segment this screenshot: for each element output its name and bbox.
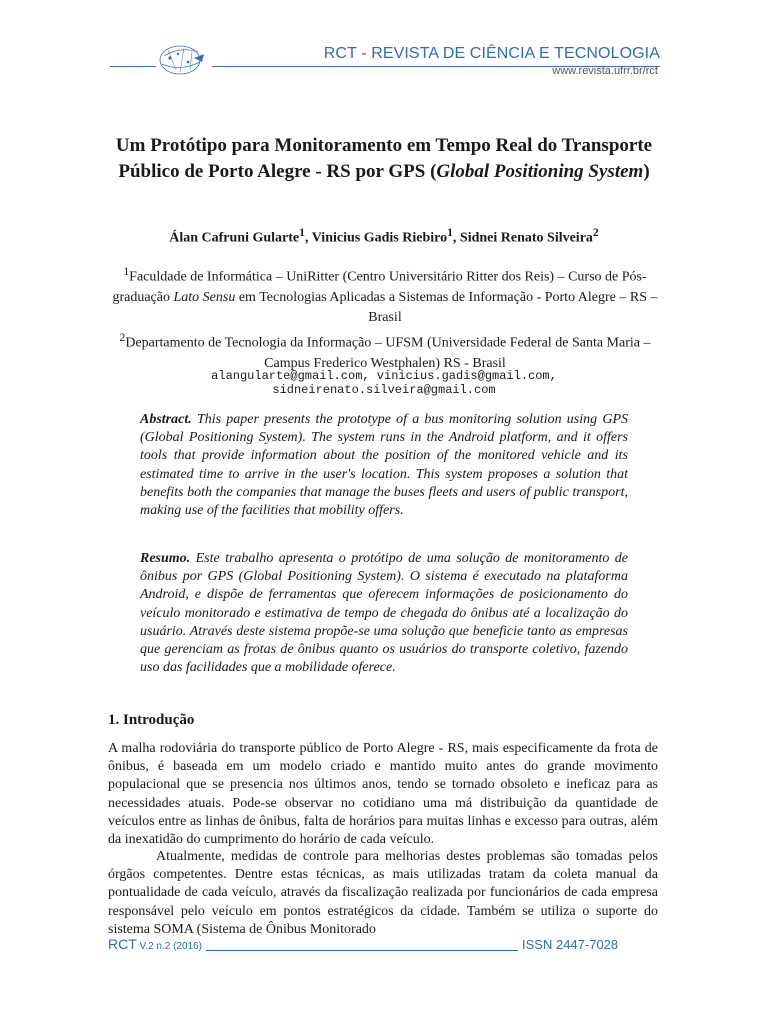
- journal-logo: [150, 38, 214, 78]
- email-line-2[interactable]: sidneirenato.silveira@gmail.com: [272, 383, 496, 397]
- footer-rule: [206, 950, 518, 951]
- footer-volume: V.2 n.2 (2016): [136, 941, 203, 952]
- abstract-label: Abstract.: [140, 412, 192, 427]
- title-close: ): [643, 161, 650, 182]
- author-list: Álan Cafruni Gularte$^1$, Vinicius Gadis Riebiro$^1$, Sidnei Renato Silveira$^2$: [169, 226, 599, 246]
- author-emails: [100, 369, 668, 397]
- page-footer: [108, 936, 668, 954]
- journal-header: [0, 30, 768, 90]
- abstract: [140, 411, 628, 520]
- affiliation-1: [105, 262, 665, 328]
- author-1: Álan Cafruni Gularte: [169, 230, 300, 246]
- journal-url[interactable]: www.revista.ufrr.br/rct: [552, 65, 658, 77]
- body-paragraph-1: A malha rodoviária do transporte público de Porto Alegre - RS, mais especificamente da frota de ônibus, é baseada em um modelo criado e mantido muito antes do grande movimento populacional que se presencia nos últimos anos, tendo se tornado obsoleto e ineficaz para as necessidades atuais. Pode-se observar no cotidiano uma má distribuição da quantidade de veículos entre as linhas de ônibus, falta de horários para muitas linhas e excesso para outras, além da inexatidão do cumprimento do horário de cada veículo.: [108, 741, 658, 848]
- author-2-affiliation: 1: [447, 226, 453, 239]
- affiliation-1-italic: Lato Sensu: [173, 289, 236, 305]
- author-3-affiliation: 2: [592, 226, 599, 239]
- body-paragraph-2: Atualmente, medidas de controle para melhorias destes problemas são tomadas pelos órgãos competentes. Dentre estas técnicas, as mais utilizadas tratam da coleta manual da pontualidade de cada veículo, através da fiscalização realizada por funcionários de cada empresa responsável pelo veículo em pontos estratégicos da cidade. Também se utiliza o suporte do sistema SOMA (Sistema de Ônibus Monitorado: [108, 849, 658, 937]
- journal-name: RCT - REVISTA DE CIÊNCIA E TECNOLOGIA: [323, 45, 660, 62]
- resumo-text: Este trabalho apresenta o protótipo de uma solução de monitoramento de ônibus por GPS (Global Positioning System). O sistema é executado na plataforma Android, e dispõe de ferramentas que oferecem informações de posicionamento do veículo monitorado e estimativa de tempo de chegada do ônibus até a localização do usuário. Através deste sistema propõe-se uma solução que beneficie tanto as empresas que gerenciam as frotas de ônibus quanto os usuários do transporte coletivo, fazendo uso das facilidades que a mobilidade oferece.: [140, 551, 629, 676]
- affiliation-2-text: Departamento de Tecnologia da Informação – UFSM (Universidade Federal de Santa Maria – Campus Frederico Westphalen) RS - Brasil: [125, 335, 651, 371]
- resumo-label: Resumo.: [140, 551, 191, 566]
- author-1-affiliation: 1: [299, 226, 305, 239]
- paper-title: [100, 133, 668, 185]
- footer-issn: ISSN 2447-7028: [522, 937, 619, 952]
- affiliation-1-pre: Faculdade de Informática – UniRitter (Centro Universitário Ritter dos Reis) – Curso de Pós-graduação: [112, 269, 647, 305]
- footer-rct: RCT: [108, 936, 137, 952]
- resumo: [140, 550, 628, 677]
- section-heading: 1. Introdução: [108, 712, 195, 728]
- affiliation-2: [105, 328, 665, 374]
- email-line-1[interactable]: alangularte@gmail.com, vinicius.gadis@gmail.com,: [211, 369, 557, 383]
- title-italic: Global Positioning System: [436, 161, 644, 182]
- affiliation-1-post: em Tecnologias Aplicadas a Sistemas de Informação - Porto Alegre – RS – Brasil: [235, 289, 658, 325]
- author-2: Vinicius Gadis Riebiro: [311, 230, 448, 246]
- author-3: Sidnei Renato Silveira: [459, 230, 593, 246]
- abstract-text: This paper presents the prototype of a bus monitoring solution using GPS (Global Positioning System). The system runs in the Android platform, and it offers tools that provide information about the position of the monitored vehicle and its estimated time to arrive in the user's location. This system proposes a solution that benefits both the companies that manage the buses fleets and users of public transport, making use of the facilities that mobility offers.: [140, 412, 628, 519]
- title-main: Um Protótipo para Monitoramento em Tempo Real do Transporte Público de Porto Alegre - RS por GPS (: [115, 135, 653, 182]
- affiliation-1-marker: 1: [123, 265, 130, 278]
- affiliation-2-marker: 2: [119, 331, 126, 344]
